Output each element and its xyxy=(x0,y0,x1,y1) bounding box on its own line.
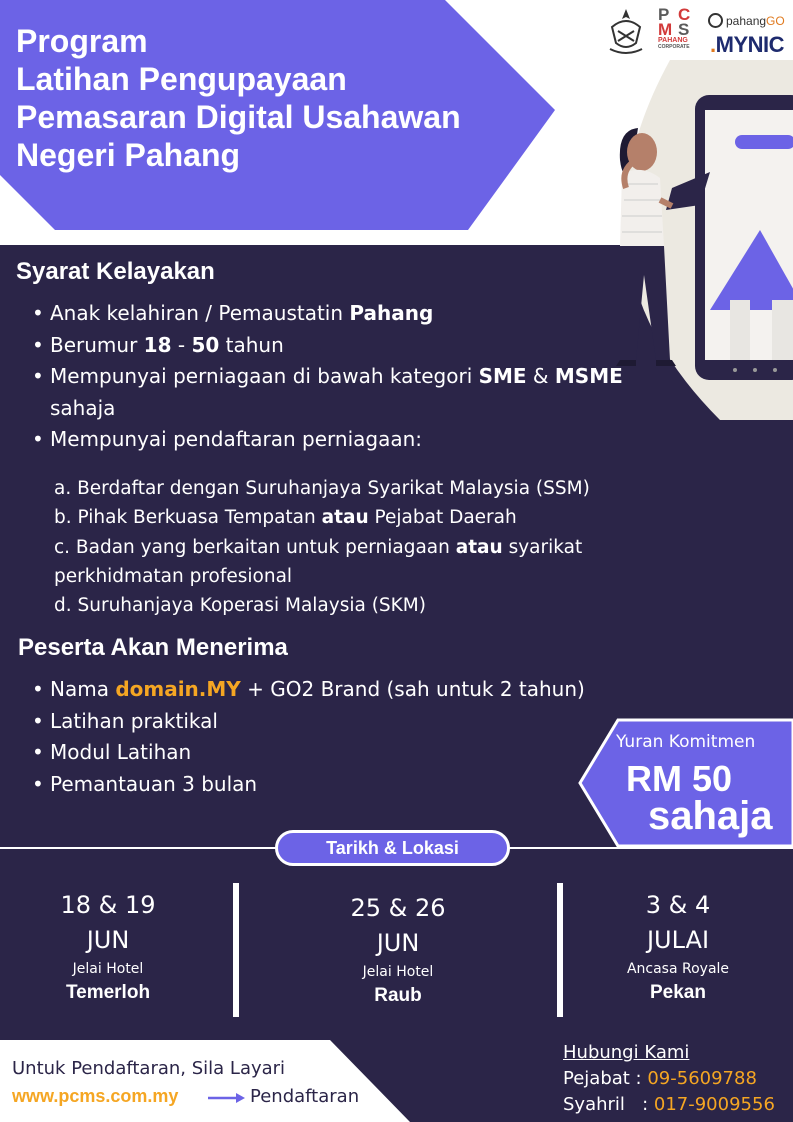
eligibility-item-text: Anak kelahiran / Pemaustatin xyxy=(50,301,350,325)
registration-type-text: a. Berdaftar dengan Suruhanjaya Syarikat Malaysia (SSM) xyxy=(54,478,590,499)
eligibility-heading: Syarat Kelayakan xyxy=(16,258,215,285)
partner-logos xyxy=(600,5,793,60)
fee-amount: RM 50 xyxy=(626,758,733,799)
benefit-item: • Pemantauan 3 bulan xyxy=(30,769,610,801)
session-days: 3 & 4 xyxy=(645,891,711,919)
registration-type-text: perkhidmatan profesional xyxy=(54,565,293,587)
registration-target: Pendaftaran xyxy=(250,1086,360,1107)
session-days: 18 & 19 xyxy=(60,891,156,919)
pcms-letter-p: P xyxy=(658,5,670,24)
eligibility-item-bold: 50 xyxy=(191,332,220,357)
eligibility-item-text: Mempunyai pendaftaran perniagaan: xyxy=(50,427,423,451)
title-line-2: Latihan Pengupayaan xyxy=(16,61,347,97)
eligibility-item-text: Mempunyai perniagaan di bawah kategori xyxy=(50,364,479,388)
registration-type-text: c. Badan yang berkaitan untuk perniagaan xyxy=(54,536,456,558)
session-city: Raub xyxy=(374,985,422,1006)
eligibility-item-text: & xyxy=(526,364,555,388)
eligibility-item-bold: Pahang xyxy=(349,301,434,325)
registration-type-item xyxy=(54,591,624,620)
eligibility-item xyxy=(30,298,670,330)
pcms-logo xyxy=(658,7,702,59)
pahanggo-text: pahang xyxy=(726,13,767,28)
registration-type-text: Pejabat Daerah xyxy=(368,507,517,529)
title-line-4: Negeri Pahang xyxy=(16,137,241,173)
mynic-text: MYNIC xyxy=(715,32,785,57)
registration-type-item xyxy=(54,474,624,503)
eligibility-list xyxy=(30,298,670,456)
pcms-letter-s: S xyxy=(678,20,690,39)
session-venue: Jelai Hotel xyxy=(362,964,434,980)
title-line-1: Program xyxy=(16,23,148,59)
fee-label: Yuran Komitmen xyxy=(616,732,756,752)
fee-badge xyxy=(578,718,793,848)
mynic-dot: . xyxy=(710,32,716,57)
pahanggo-logo xyxy=(708,13,785,28)
session-days: 25 & 26 xyxy=(350,894,446,922)
registration-url-link[interactable]: www.pcms.com.my xyxy=(12,1086,179,1106)
program-title xyxy=(16,22,556,174)
pahanggo-icon xyxy=(708,13,723,28)
eligibility-item xyxy=(30,361,670,424)
session-month: JUN xyxy=(376,929,420,957)
column-separator xyxy=(557,883,563,1017)
schedule-heading-pill: Tarikh & Lokasi xyxy=(275,830,510,866)
registration-type-item xyxy=(54,562,624,591)
eligibility-item-bold: 18 xyxy=(143,332,172,357)
session-city: Temerloh xyxy=(65,982,151,1003)
contact-person xyxy=(563,1094,775,1115)
pahanggo-go: GO xyxy=(766,13,785,28)
eligibility-item-text: Berumur xyxy=(50,332,144,357)
registration-type-bold: atau xyxy=(455,536,503,558)
benefit-item: • Modul Latihan xyxy=(30,737,610,769)
registration-type-text: d. Suruhanjaya Koperasi Malaysia (SKM) xyxy=(54,595,426,617)
pcms-letter-c: C xyxy=(678,5,691,24)
fee-suffix: sahaja xyxy=(648,794,773,838)
eligibility-item-text: sahaja xyxy=(50,395,116,420)
benefits-heading: Peserta Akan Menerima xyxy=(18,634,288,661)
benefit-item-text: + GO2 Brand (sah untuk 2 tahun) xyxy=(240,677,585,701)
session-month: JULAI xyxy=(646,926,710,954)
session-2 xyxy=(298,891,498,1009)
session-1 xyxy=(8,888,208,1006)
registration-instruction: Untuk Pendaftaran, Sila Layari xyxy=(12,1058,286,1079)
eligibility-item-bold: SME xyxy=(478,364,527,388)
pcms-subtitle: PAHANG xyxy=(658,37,688,44)
session-3 xyxy=(578,888,778,1006)
title-line-3: Pemasaran Digital Usahawan xyxy=(16,99,461,135)
eligibility-item-text: - xyxy=(171,332,192,357)
benefit-item xyxy=(30,674,610,706)
registration-type-bold: atau xyxy=(321,507,369,529)
eligibility-item xyxy=(30,330,670,362)
contact-phone[interactable]: 09-5609788 xyxy=(647,1068,757,1089)
benefit-item-text: Nama xyxy=(50,677,116,701)
benefit-item: • Latihan praktikal xyxy=(30,706,610,738)
mynic-logo xyxy=(710,32,784,58)
registration-types-list xyxy=(54,474,624,620)
state-crest-logo xyxy=(606,7,646,59)
session-venue: Jelai Hotel xyxy=(72,961,144,977)
registration-type-item xyxy=(54,503,624,532)
session-month: JUN xyxy=(86,926,130,954)
eligibility-item-text: tahun xyxy=(219,332,284,357)
eligibility-item-bold: MSME xyxy=(554,364,623,388)
session-city: Pekan xyxy=(650,982,706,1003)
session-venue: Ancasa Royale xyxy=(626,961,730,977)
footer-registration-panel xyxy=(0,1040,410,1122)
contact-office xyxy=(563,1068,757,1089)
registration-type-text: syarikat xyxy=(502,536,583,558)
registration-type-text: b. Pihak Berkuasa Tempatan xyxy=(54,507,322,529)
domain-my-highlight: domain.MY xyxy=(115,677,241,701)
pcms-subtitle-2: CORPORATE xyxy=(658,44,690,50)
registration-type-item xyxy=(54,533,624,562)
contact-label: Pejabat : xyxy=(563,1068,648,1089)
eligibility-item xyxy=(30,424,670,456)
contact-heading: Hubungi Kami xyxy=(563,1042,690,1063)
contact-phone[interactable]: 017-9009556 xyxy=(653,1094,775,1115)
arrow-right-icon xyxy=(208,1092,246,1104)
column-separator xyxy=(233,883,239,1017)
benefits-list xyxy=(30,674,610,800)
contact-label: Syahril : xyxy=(563,1094,654,1115)
pcms-letter-m: M xyxy=(658,20,673,39)
